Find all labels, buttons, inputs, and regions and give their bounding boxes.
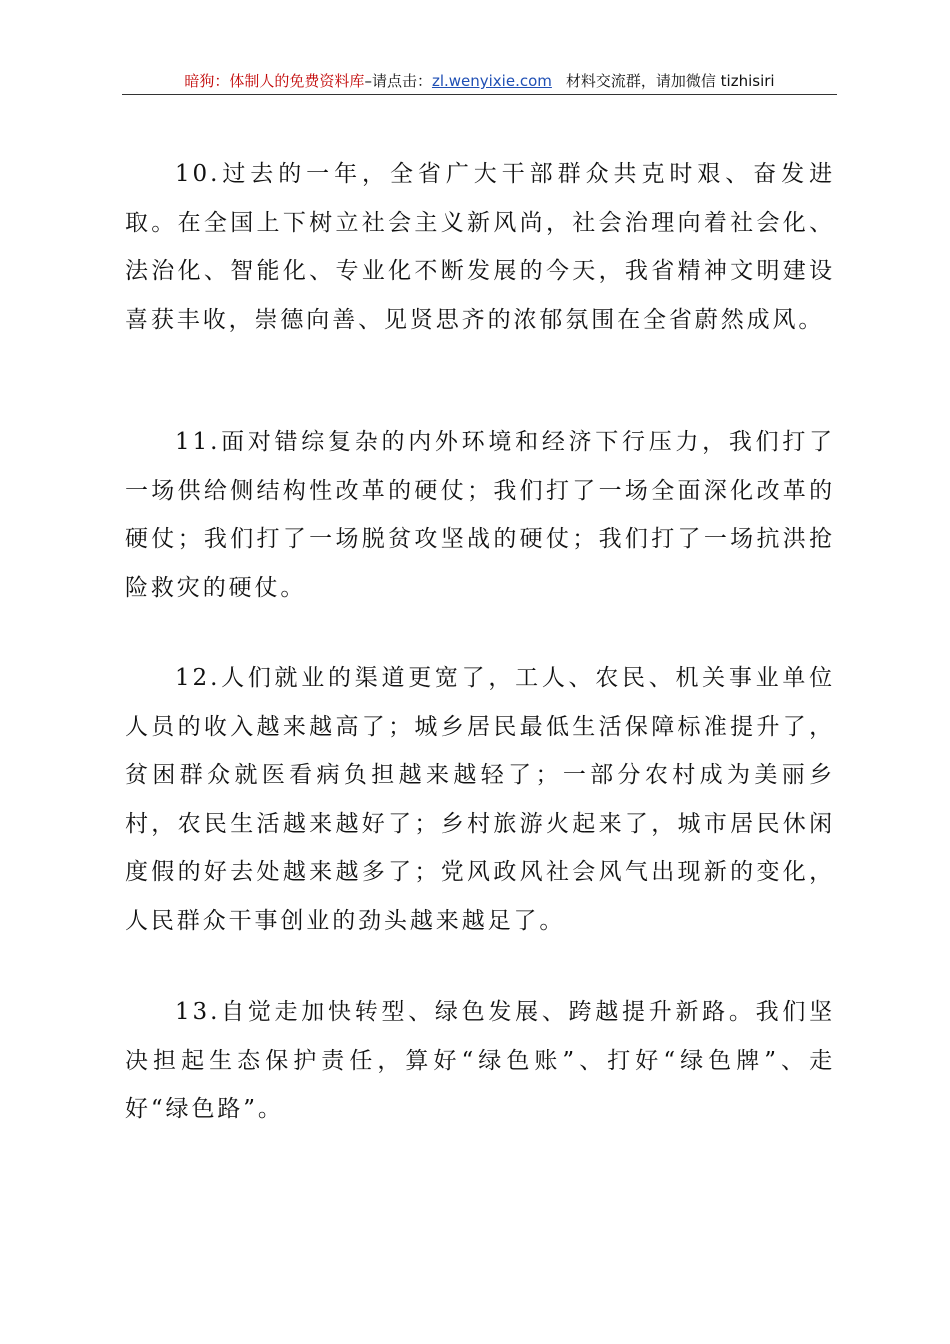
header-group-note: 材料交流群，请加微信 tizhisiri: [565, 72, 775, 90]
paragraph-10: 10.过去的一年，全省广大干部群众共克时艰、奋发进取。在全国上下树立社会主义新风尚，社会治理向着社会化、法治化、智能化、专业化不断发展的今天，我省精神文明建设喜获丰收，崇德向善、见贤思齐的浓郁氛围在全省蔚然成风。: [125, 161, 835, 333]
paragraph-12: 12.人们就业的渠道更宽了，工人、农民、机关事业单位人员的收入越来越高了；城乡居民最低生活保障标准提升了，贫困群众就医看病负担越来越轻了；一部分农村成为美丽乡村，农民生活越来越好了；乡村旅游火起来了，城市居民休闲度假的好去处越来越多了；党风政风社会风气出现新的变化，人民群众干事创业的劲头越来越足了。: [125, 665, 835, 934]
header-brand: 暗狗：体制人的免费资料库: [184, 72, 365, 90]
page-header: [122, 70, 837, 94]
paragraph-11: 11.面对错综复杂的内外环境和经济下行压力，我们打了一场供给侧结构性改革的硬仗；我们打了一场全面深化改革的硬仗；我们打了一场脱贫攻坚战的硬仗；我们打了一场抗洪抢险救灾的硬仗。: [125, 429, 835, 601]
header-click-prompt: –请点击：: [364, 72, 432, 90]
header-link[interactable]: zl.wenyixie.com: [431, 72, 552, 90]
header-divider: [122, 94, 837, 95]
paragraph-13: 13.自觉走加快转型、绿色发展、跨越提升新路。我们坚决担起生态保护责任，算好“绿色账”、打好“绿色牌”、走好“绿色路”。: [125, 999, 835, 1122]
